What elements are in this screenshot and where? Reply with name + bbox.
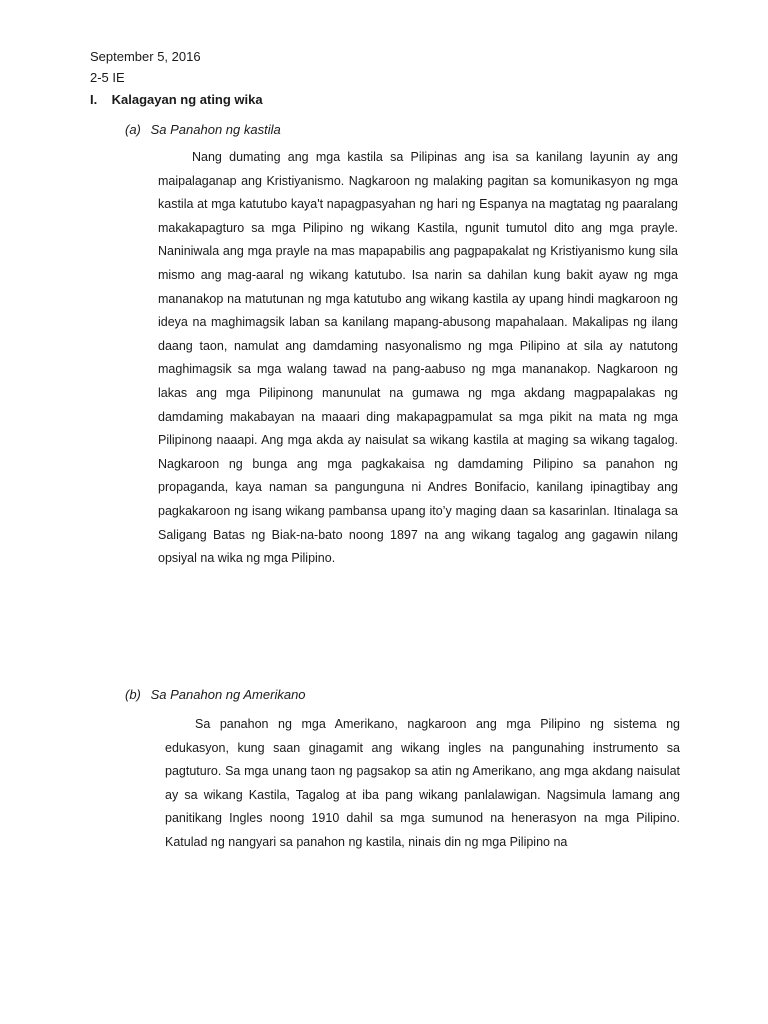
subheading-title: Sa Panahon ng Amerikano bbox=[150, 687, 306, 702]
subheading-label: (a) bbox=[125, 122, 141, 137]
subheading-amerikano bbox=[125, 686, 306, 704]
subheading-title: Sa Panahon ng kastila bbox=[150, 122, 281, 137]
section-heading bbox=[90, 91, 263, 109]
paragraph-kastila: Nang dumating ang mga kastila sa Pilipinas ang isa sa kanilang layunin ay ang maipalaganap ang Kristiyanismo. Nagkaroon ng malaking pagitan sa komunikasyon ng mga kastila at mga katutubo kaya't napagpasyahan ng hari ng Espanya na magtatag ng paaralang makakapagturo sa mga Pilipino ng wikang Kastila, ngunit tumutol dito ang mga prayle. Naniniwala ang mga prayle na mas mapapabilis ang pagpapakalat ng Kristiyanismo kung sila mismo ang mag-aaral ng wikang katutubo. Isa narin sa dahilan kung bakit ayaw ng mga mananakop na matutunan ng mga katutubo ang wikang kastila ay upang hindi magkaroon ng ideya na maghimagsik laban sa kanilang mapang-abusong mapahalaan. Makalipas ng ilang daang taon, namulat ang damdaming nasyonalismo ng mga Pilipino at sila ay natutong maghimagsik sa mga walang tawad na pang-aabuso ng mga mananakop. Nagkaroon ng lakas ang mga Pilipinong manunulat na gumawa ng mga akdang magpapalakas ng damdaming makabayan na maaari ding makapagpamulat sa mga pikit na mata ng mga Pilipinong naaapi. Ang mga akda ay naisulat sa wikang kastila at maging sa wikang tagalog. Nagkaroon ng bunga ang mga pagkakaisa ng damdaming Pilipino sa panahon ng propaganda, kaya naman sa pangunguna ni Andres Bonifacio, kanilang ipinagtibay ang pagkakaroon ng isang wikang pambansa upang ito’y maging daan sa kasarinlan. Itinalaga sa Saligang Batas ng Biak-na-bato noong 1897 na ang wikang tagalog ang gagawin nilang opsiyal na wika ng mga Pilipino. bbox=[158, 150, 678, 566]
heading-number: I. bbox=[90, 92, 98, 107]
class-section: 2-5 IE bbox=[90, 70, 125, 85]
subheading-label: (b) bbox=[125, 687, 141, 702]
document-date: September 5, 2016 bbox=[90, 49, 201, 64]
subheading-kastila bbox=[125, 121, 281, 139]
paragraph-amerikano: Sa panahon ng mga Amerikano, nagkaroon ang mga Pilipino ng sistema ng edukasyon, kung saan ginagamit ang wikang ingles na pangunahing instrumento sa pagtuturo. Sa mga unang taon ng pagsakop sa atin ng Amerikano, ang mga akdang naisulat ay sa wikang Kastila, Tagalog at iba pang wikang panlalawigan. Nagsimula lamang ang panitikang Ingles noong 1910 dahil sa mga sumunod na henerasyon na mga Pilipino. Katulad ng nangyari sa panahon ng kastila, ninais din ng mga Pilipino na bbox=[165, 717, 680, 849]
heading-title: Kalagayan ng ating wika bbox=[111, 92, 263, 107]
